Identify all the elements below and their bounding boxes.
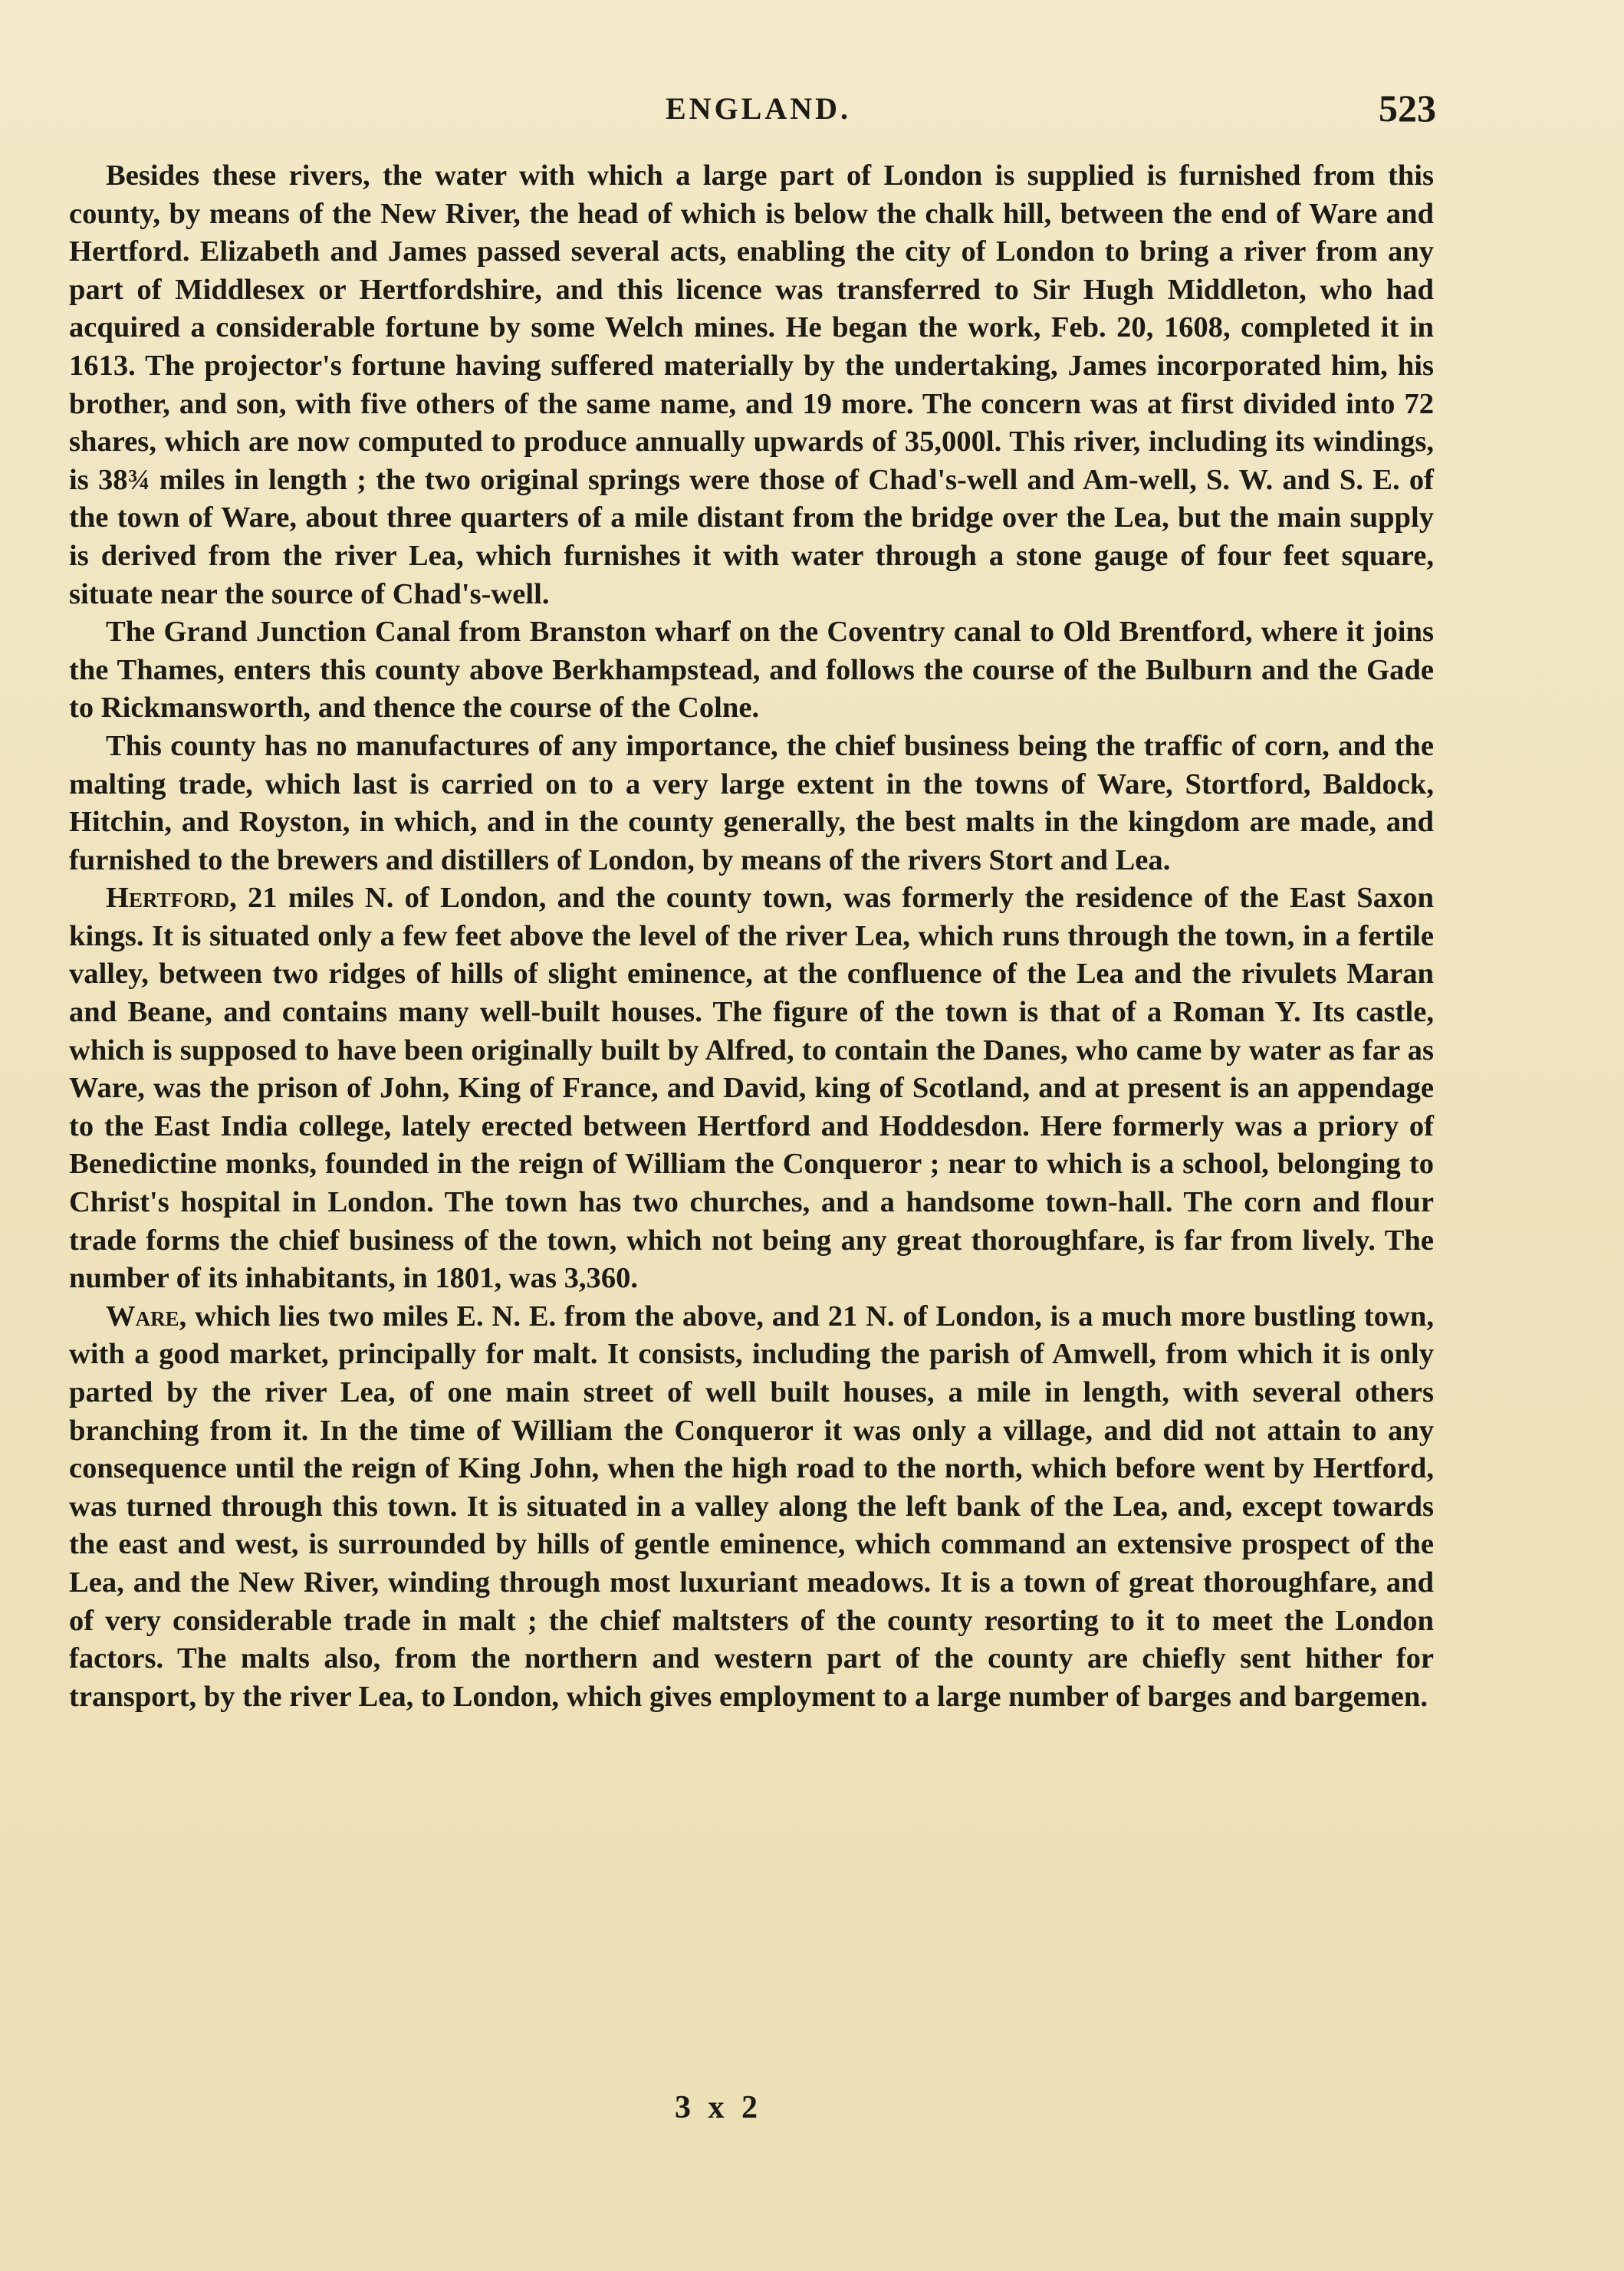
page-number: 523 <box>1379 87 1436 130</box>
paragraph-text: This county has no manufactures of any importance, the chief business being the traffic of corn, and the malting trade, which last is carried on to a very large extent in the towns of Ware, Stortford, Baldock, Hitchin, and Royston, in which, and in the county generally, the best malts in the kingdom are made, and furnished to the brewers and distillers of London, by means of the rivers Stort and Lea. <box>69 729 1434 876</box>
paragraph-hertford <box>69 879 1434 1298</box>
body-text <box>69 157 1434 1716</box>
paragraph-text: Besides these rivers, the water with which a large part of London is supplied is furnished from this county, by means of the New River, the head of which is below the chalk hill, between the end of Ware and Hertford. Elizabeth and James passed several acts, enabling the city of London to bring a river from any part of Middlesex or Hertfordshire, and this licence was transferred to Sir Hugh Middleton, who had acquired a considerable fortune by some Welch mines. He began the work, Feb. 20, 1608, completed it in 1613. The projector's fortune having suffered materially by the undertaking, James incorporated him, his brother, and son, with five others of the same name, and 19 more. The concern was at first divided into 72 shares, which are now computed to produce annually upwards of 35,000l. This river, including its windings, is 38¾ miles in length ; the two original springs were those of Chad's-well and Am-well, S. W. and S. E. of the town of Ware, about three quarters of a mile distant from the bridge over the Lea, but the main supply is derived from the river Lea, which furnishes it with water through a stone gauge of four feet square, situate near the source of Chad's-well. <box>69 159 1434 610</box>
signature-mark: 3 x 2 <box>675 2090 762 2125</box>
paragraph-grand-junction-canal <box>69 613 1434 728</box>
paragraph-manufactures <box>69 728 1434 879</box>
running-head: ENGLAND. <box>666 91 852 126</box>
paragraph-text: The Grand Junction Canal from Branston wharf on the Coventry canal to Old Brentford, where it joins the Thames, enters this county above Berkhampstead, and follows the course of the Bulburn and the Gade to Rickmansworth, and thence the course of the Colne. <box>69 616 1434 725</box>
paragraph-text: , which lies two miles E. N. E. from the above, and 21 N. of London, is a much more bustling town, with a good market, principally for malt. It consists, including the parish of Amwell, from which it is only parted by the river Lea, of one main street of well built houses, a mile in length, with several others branching from it. In the time of William the Conqueror it was only a village, and did not attain to any consequence until the reign of King John, when the high road to the north, which before went by Hertford, was turned through this town. It is situated in a valley along the left bank of the Lea, and, except towards the east and west, is surrounded by hills of gentle eminence, which command an extensive prospect of the Lea, and the New River, winding through most luxuriant meadows. It is a town of great thoroughfare, and of very considerable trade in malt ; the chief maltsters of the county resorting to it to meet the London factors. The malts also, from the northern and western part of the county are chiefly sent hither for transport, by the river Lea, to London, which gives employment to a large number of barges and bargemen. <box>69 1300 1434 1713</box>
page-header <box>0 87 1624 144</box>
place-heading-ware: Ware <box>106 1300 179 1333</box>
paragraph-text: , 21 miles N. of London, and the county town, was formerly the residence of the East Saxon kings. It is situated only a few feet above the level of the river Lea, which runs through the town, in a fertile valley, between two ridges of hills of slight eminence, at the confluence of the Lea and the rivulets Maran and Beane, and contains many well-built houses. The figure of the town is that of a Roman Y. Its castle, which is supposed to have been originally built by Alfred, to contain the Danes, who came by water as far as Ware, was the prison of John, King of France, and David, king of Scotland, and at present is an appendage to the East India college, lately erected between Hertford and Hoddesdon. Here formerly was a priory of Benedictine monks, founded in the reign of William the Conqueror ; near to which is a school, belonging to Christ's hospital in London. The town has two churches, and a handsome town-hall. The corn and flour trade forms the chief business of the town, which not being any great thoroughfare, is far from lively. The number of its inhabitants, in 1801, was 3,360. <box>69 882 1434 1295</box>
paragraph-new-river <box>69 157 1434 613</box>
paragraph-ware <box>69 1298 1434 1717</box>
place-heading-hertford: Hertford <box>106 882 230 915</box>
